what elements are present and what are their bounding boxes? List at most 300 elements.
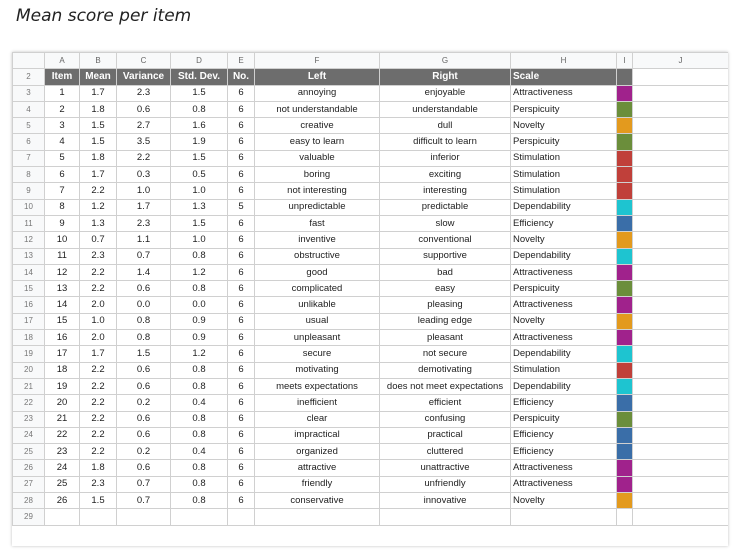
empty-cell[interactable] (633, 183, 729, 199)
cell-mean[interactable]: 2.2 (80, 427, 117, 443)
empty-cell[interactable] (511, 509, 617, 525)
cell-scale[interactable]: Attractiveness (511, 460, 617, 476)
cell-right[interactable]: practical (380, 427, 511, 443)
cell-mean[interactable]: 2.0 (80, 330, 117, 346)
cell-scale[interactable]: Efficiency (511, 395, 617, 411)
cell-right[interactable]: innovative (380, 493, 511, 509)
cell-scale[interactable]: Novelty (511, 493, 617, 509)
scale-color-swatch[interactable] (617, 346, 633, 362)
cell-no[interactable]: 6 (228, 248, 255, 264)
empty-cell[interactable] (45, 509, 80, 525)
scale-color-swatch[interactable] (617, 313, 633, 329)
cell-scale[interactable]: Novelty (511, 232, 617, 248)
row-number[interactable]: 18 (13, 330, 45, 346)
cell-left[interactable]: creative (255, 118, 380, 134)
cell-variance[interactable]: 1.4 (117, 264, 171, 280)
empty-cell[interactable] (633, 248, 729, 264)
row-number[interactable]: 26 (13, 460, 45, 476)
empty-cell[interactable] (380, 509, 511, 525)
cell-left[interactable]: complicated (255, 281, 380, 297)
cell-no[interactable]: 6 (228, 101, 255, 117)
scale-color-swatch[interactable] (617, 183, 633, 199)
cell-variance[interactable]: 1.7 (117, 199, 171, 215)
cell-item[interactable]: 13 (45, 281, 80, 297)
cell-left[interactable]: conservative (255, 493, 380, 509)
empty-cell[interactable] (633, 427, 729, 443)
cell-item[interactable]: 16 (45, 330, 80, 346)
empty-cell[interactable] (617, 509, 633, 525)
data-grid[interactable] (12, 52, 728, 526)
cell-std-dev[interactable]: 0.9 (171, 330, 228, 346)
empty-cell[interactable] (633, 330, 729, 346)
column-letter[interactable]: I (617, 53, 633, 69)
empty-cell[interactable] (117, 509, 171, 525)
cell-scale[interactable]: Attractiveness (511, 85, 617, 101)
cell-item[interactable]: 21 (45, 411, 80, 427)
cell-item[interactable]: 9 (45, 215, 80, 231)
row-number[interactable]: 25 (13, 444, 45, 460)
cell-left[interactable]: secure (255, 346, 380, 362)
cell-no[interactable]: 6 (228, 476, 255, 492)
scale-color-swatch[interactable] (617, 134, 633, 150)
cell-scale[interactable]: Attractiveness (511, 330, 617, 346)
cell-left[interactable]: obstructive (255, 248, 380, 264)
row-number[interactable]: 16 (13, 297, 45, 313)
cell-std-dev[interactable]: 0.8 (171, 101, 228, 117)
cell-item[interactable]: 11 (45, 248, 80, 264)
empty-cell[interactable] (633, 362, 729, 378)
column-letter[interactable]: C (117, 53, 171, 69)
cell-mean[interactable]: 1.0 (80, 313, 117, 329)
scale-color-swatch[interactable] (617, 330, 633, 346)
cell-scale[interactable]: Attractiveness (511, 264, 617, 280)
cell-right[interactable]: enjoyable (380, 85, 511, 101)
cell-right[interactable]: bad (380, 264, 511, 280)
header-left[interactable]: Left (255, 69, 380, 85)
cell-variance[interactable]: 0.2 (117, 395, 171, 411)
column-letter[interactable]: G (380, 53, 511, 69)
cell-mean[interactable]: 0.7 (80, 232, 117, 248)
cell-item[interactable]: 17 (45, 346, 80, 362)
cell-variance[interactable]: 0.7 (117, 248, 171, 264)
cell-scale[interactable]: Dependability (511, 199, 617, 215)
empty-cell[interactable] (633, 232, 729, 248)
scale-color-swatch[interactable] (617, 248, 633, 264)
cell-left[interactable]: inefficient (255, 395, 380, 411)
cell-std-dev[interactable]: 0.4 (171, 444, 228, 460)
cell-left[interactable]: good (255, 264, 380, 280)
cell-std-dev[interactable]: 1.5 (171, 85, 228, 101)
cell-no[interactable]: 6 (228, 460, 255, 476)
cell-mean[interactable]: 2.2 (80, 444, 117, 460)
cell-variance[interactable]: 0.0 (117, 297, 171, 313)
row-number[interactable]: 17 (13, 313, 45, 329)
cell-item[interactable]: 8 (45, 199, 80, 215)
cell-scale[interactable]: Attractiveness (511, 476, 617, 492)
cell-std-dev[interactable]: 0.8 (171, 378, 228, 394)
cell-mean[interactable]: 1.8 (80, 460, 117, 476)
cell-no[interactable]: 6 (228, 346, 255, 362)
cell-scale[interactable]: Novelty (511, 118, 617, 134)
scale-color-swatch[interactable] (617, 199, 633, 215)
cell-mean[interactable]: 2.2 (80, 281, 117, 297)
cell-no[interactable]: 6 (228, 444, 255, 460)
empty-cell[interactable] (228, 509, 255, 525)
scale-color-swatch[interactable] (617, 167, 633, 183)
cell-no[interactable]: 6 (228, 378, 255, 394)
cell-item[interactable]: 15 (45, 313, 80, 329)
cell-scale[interactable]: Stimulation (511, 362, 617, 378)
cell-std-dev[interactable]: 1.0 (171, 183, 228, 199)
cell-variance[interactable]: 1.0 (117, 183, 171, 199)
cell-variance[interactable]: 1.5 (117, 346, 171, 362)
scale-color-swatch[interactable] (617, 411, 633, 427)
cell-right[interactable]: understandable (380, 101, 511, 117)
cell-item[interactable]: 18 (45, 362, 80, 378)
empty-cell[interactable] (633, 493, 729, 509)
cell-no[interactable]: 6 (228, 493, 255, 509)
empty-cell[interactable] (633, 85, 729, 101)
cell-std-dev[interactable]: 1.0 (171, 232, 228, 248)
row-number[interactable]: 15 (13, 281, 45, 297)
cell-variance[interactable]: 2.7 (117, 118, 171, 134)
cell-variance[interactable]: 0.6 (117, 411, 171, 427)
row-number[interactable]: 27 (13, 476, 45, 492)
empty-cell[interactable] (633, 199, 729, 215)
cell-right[interactable]: difficult to learn (380, 134, 511, 150)
cell-scale[interactable]: Efficiency (511, 215, 617, 231)
cell-scale[interactable]: Perspicuity (511, 281, 617, 297)
spreadsheet[interactable] (12, 52, 728, 546)
cell-item[interactable]: 10 (45, 232, 80, 248)
cell-scale[interactable]: Stimulation (511, 167, 617, 183)
scale-color-swatch[interactable] (617, 101, 633, 117)
cell-left[interactable]: not understandable (255, 101, 380, 117)
cell-right[interactable]: dull (380, 118, 511, 134)
cell-right[interactable]: pleasing (380, 297, 511, 313)
cell-left[interactable]: inventive (255, 232, 380, 248)
cell-right[interactable]: exciting (380, 167, 511, 183)
header-variance[interactable]: Variance (117, 69, 171, 85)
cell-std-dev[interactable]: 1.5 (171, 215, 228, 231)
cell-scale[interactable]: Dependability (511, 248, 617, 264)
cell-mean[interactable]: 1.8 (80, 150, 117, 166)
cell-variance[interactable]: 3.5 (117, 134, 171, 150)
cell-scale[interactable]: Dependability (511, 346, 617, 362)
empty-cell[interactable] (633, 346, 729, 362)
header-no[interactable]: No. (228, 69, 255, 85)
cell-item[interactable]: 24 (45, 460, 80, 476)
cell-no[interactable]: 6 (228, 134, 255, 150)
row-number[interactable]: 21 (13, 378, 45, 394)
empty-cell[interactable] (633, 167, 729, 183)
cell-mean[interactable]: 1.5 (80, 134, 117, 150)
cell-std-dev[interactable]: 0.8 (171, 281, 228, 297)
row-number[interactable]: 14 (13, 264, 45, 280)
cell-std-dev[interactable]: 0.0 (171, 297, 228, 313)
cell-right[interactable]: conventional (380, 232, 511, 248)
cell-mean[interactable]: 2.2 (80, 264, 117, 280)
cell-std-dev[interactable]: 0.8 (171, 411, 228, 427)
cell-mean[interactable]: 2.3 (80, 476, 117, 492)
cell-right[interactable]: inferior (380, 150, 511, 166)
cell-variance[interactable]: 0.8 (117, 330, 171, 346)
cell-std-dev[interactable]: 0.8 (171, 476, 228, 492)
cell-right[interactable]: supportive (380, 248, 511, 264)
cell-left[interactable]: unpredictable (255, 199, 380, 215)
cell-mean[interactable]: 1.5 (80, 118, 117, 134)
cell-item[interactable]: 25 (45, 476, 80, 492)
row-number[interactable]: 7 (13, 150, 45, 166)
cell-mean[interactable]: 1.7 (80, 167, 117, 183)
cell-variance[interactable]: 0.7 (117, 493, 171, 509)
cell-variance[interactable]: 2.2 (117, 150, 171, 166)
empty-cell[interactable] (633, 118, 729, 134)
cell-item[interactable]: 6 (45, 167, 80, 183)
cell-left[interactable]: not interesting (255, 183, 380, 199)
cell-std-dev[interactable]: 0.8 (171, 427, 228, 443)
row-number[interactable]: 20 (13, 362, 45, 378)
cell-scale[interactable]: Stimulation (511, 183, 617, 199)
empty-cell[interactable] (633, 509, 729, 525)
cell-left[interactable]: unpleasant (255, 330, 380, 346)
cell-mean[interactable]: 1.7 (80, 346, 117, 362)
cell-variance[interactable]: 0.7 (117, 476, 171, 492)
cell-std-dev[interactable]: 0.9 (171, 313, 228, 329)
cell-left[interactable]: usual (255, 313, 380, 329)
cell-variance[interactable]: 0.2 (117, 444, 171, 460)
cell-right[interactable]: demotivating (380, 362, 511, 378)
cell-scale[interactable]: Efficiency (511, 427, 617, 443)
cell-variance[interactable]: 2.3 (117, 85, 171, 101)
cell-std-dev[interactable]: 0.8 (171, 248, 228, 264)
cell-no[interactable]: 6 (228, 232, 255, 248)
row-number[interactable]: 19 (13, 346, 45, 362)
scale-color-swatch[interactable] (617, 378, 633, 394)
cell-mean[interactable]: 1.7 (80, 85, 117, 101)
scale-color-swatch[interactable] (617, 493, 633, 509)
empty-cell[interactable] (633, 101, 729, 117)
cell-item[interactable]: 12 (45, 264, 80, 280)
scale-color-swatch[interactable] (617, 232, 633, 248)
cell-mean[interactable]: 1.8 (80, 101, 117, 117)
cell-no[interactable]: 6 (228, 150, 255, 166)
empty-cell[interactable] (633, 215, 729, 231)
row-number[interactable]: 9 (13, 183, 45, 199)
cell-left[interactable]: friendly (255, 476, 380, 492)
cell-left[interactable]: clear (255, 411, 380, 427)
scale-color-swatch[interactable] (617, 444, 633, 460)
cell-left[interactable]: fast (255, 215, 380, 231)
cell-left[interactable]: attractive (255, 460, 380, 476)
empty-cell[interactable] (80, 509, 117, 525)
cell-no[interactable]: 6 (228, 427, 255, 443)
row-number[interactable]: 22 (13, 395, 45, 411)
cell-mean[interactable]: 2.3 (80, 248, 117, 264)
cell-item[interactable]: 23 (45, 444, 80, 460)
empty-cell[interactable] (633, 297, 729, 313)
column-letter[interactable]: A (45, 53, 80, 69)
empty-cell[interactable] (171, 509, 228, 525)
cell-right[interactable]: easy (380, 281, 511, 297)
empty-cell[interactable] (633, 69, 729, 85)
cell-scale[interactable]: Novelty (511, 313, 617, 329)
row-number[interactable]: 10 (13, 199, 45, 215)
scale-color-swatch[interactable] (617, 281, 633, 297)
cell-left[interactable]: annoying (255, 85, 380, 101)
cell-scale[interactable]: Perspicuity (511, 134, 617, 150)
cell-right[interactable]: unattractive (380, 460, 511, 476)
row-number[interactable]: 5 (13, 118, 45, 134)
cell-no[interactable]: 6 (228, 313, 255, 329)
header-mean[interactable]: Mean (80, 69, 117, 85)
scale-color-swatch[interactable] (617, 476, 633, 492)
cell-item[interactable]: 26 (45, 493, 80, 509)
cell-item[interactable]: 19 (45, 378, 80, 394)
scale-color-swatch[interactable] (617, 427, 633, 443)
cell-right[interactable]: does not meet expectations (380, 378, 511, 394)
row-number[interactable]: 2 (13, 69, 45, 85)
scale-color-swatch[interactable] (617, 215, 633, 231)
cell-right[interactable]: cluttered (380, 444, 511, 460)
empty-cell[interactable] (633, 444, 729, 460)
cell-variance[interactable]: 0.3 (117, 167, 171, 183)
row-number[interactable]: 13 (13, 248, 45, 264)
cell-mean[interactable]: 2.0 (80, 297, 117, 313)
cell-scale[interactable]: Perspicuity (511, 101, 617, 117)
scale-color-swatch[interactable] (617, 150, 633, 166)
cell-right[interactable]: confusing (380, 411, 511, 427)
column-letter[interactable]: D (171, 53, 228, 69)
cell-variance[interactable]: 0.6 (117, 460, 171, 476)
cell-right[interactable]: pleasant (380, 330, 511, 346)
cell-no[interactable]: 6 (228, 264, 255, 280)
cell-no[interactable]: 6 (228, 297, 255, 313)
scale-color-swatch[interactable] (617, 264, 633, 280)
empty-cell[interactable] (633, 460, 729, 476)
column-letter[interactable]: B (80, 53, 117, 69)
cell-left[interactable]: motivating (255, 362, 380, 378)
cell-no[interactable]: 6 (228, 215, 255, 231)
cell-variance[interactable]: 2.3 (117, 215, 171, 231)
cell-variance[interactable]: 0.6 (117, 101, 171, 117)
cell-right[interactable]: predictable (380, 199, 511, 215)
column-letter[interactable]: J (633, 53, 729, 69)
corner-cell[interactable] (13, 53, 45, 69)
cell-item[interactable]: 4 (45, 134, 80, 150)
cell-no[interactable]: 6 (228, 411, 255, 427)
cell-scale[interactable]: Dependability (511, 378, 617, 394)
cell-left[interactable]: easy to learn (255, 134, 380, 150)
column-letter[interactable]: H (511, 53, 617, 69)
cell-std-dev[interactable]: 0.8 (171, 460, 228, 476)
cell-std-dev[interactable]: 0.4 (171, 395, 228, 411)
cell-no[interactable]: 6 (228, 167, 255, 183)
cell-scale[interactable]: Stimulation (511, 150, 617, 166)
empty-cell[interactable] (633, 378, 729, 394)
cell-no[interactable]: 5 (228, 199, 255, 215)
cell-no[interactable]: 6 (228, 395, 255, 411)
scale-color-swatch[interactable] (617, 395, 633, 411)
cell-std-dev[interactable]: 0.5 (171, 167, 228, 183)
row-number[interactable]: 11 (13, 215, 45, 231)
row-number[interactable]: 29 (13, 509, 45, 525)
cell-mean[interactable]: 1.3 (80, 215, 117, 231)
cell-std-dev[interactable]: 0.8 (171, 362, 228, 378)
cell-no[interactable]: 6 (228, 118, 255, 134)
cell-left[interactable]: valuable (255, 150, 380, 166)
row-number[interactable]: 24 (13, 427, 45, 443)
cell-right[interactable]: leading edge (380, 313, 511, 329)
cell-item[interactable]: 1 (45, 85, 80, 101)
empty-cell[interactable] (633, 134, 729, 150)
header-item[interactable]: Item (45, 69, 80, 85)
cell-item[interactable]: 5 (45, 150, 80, 166)
cell-scale[interactable]: Perspicuity (511, 411, 617, 427)
cell-mean[interactable]: 2.2 (80, 183, 117, 199)
cell-mean[interactable]: 2.2 (80, 362, 117, 378)
cell-item[interactable]: 14 (45, 297, 80, 313)
cell-no[interactable]: 6 (228, 85, 255, 101)
cell-right[interactable]: unfriendly (380, 476, 511, 492)
empty-cell[interactable] (633, 150, 729, 166)
cell-std-dev[interactable]: 1.6 (171, 118, 228, 134)
cell-variance[interactable]: 1.1 (117, 232, 171, 248)
cell-left[interactable]: meets expectations (255, 378, 380, 394)
cell-left[interactable]: impractical (255, 427, 380, 443)
empty-cell[interactable] (633, 411, 729, 427)
row-number[interactable]: 3 (13, 85, 45, 101)
cell-mean[interactable]: 2.2 (80, 411, 117, 427)
cell-std-dev[interactable]: 1.9 (171, 134, 228, 150)
cell-no[interactable]: 6 (228, 183, 255, 199)
header-right[interactable]: Right (380, 69, 511, 85)
cell-scale[interactable]: Attractiveness (511, 297, 617, 313)
cell-right[interactable]: interesting (380, 183, 511, 199)
cell-no[interactable]: 6 (228, 281, 255, 297)
cell-no[interactable]: 6 (228, 330, 255, 346)
cell-mean[interactable]: 2.2 (80, 378, 117, 394)
empty-cell[interactable] (633, 476, 729, 492)
cell-right[interactable]: slow (380, 215, 511, 231)
cell-variance[interactable]: 0.6 (117, 281, 171, 297)
cell-std-dev[interactable]: 1.2 (171, 346, 228, 362)
cell-item[interactable]: 3 (45, 118, 80, 134)
empty-cell[interactable] (633, 313, 729, 329)
row-number[interactable]: 23 (13, 411, 45, 427)
cell-item[interactable]: 7 (45, 183, 80, 199)
scale-color-swatch[interactable] (617, 297, 633, 313)
empty-cell[interactable] (633, 281, 729, 297)
column-letter[interactable]: E (228, 53, 255, 69)
cell-variance[interactable]: 0.6 (117, 427, 171, 443)
cell-no[interactable]: 6 (228, 362, 255, 378)
cell-left[interactable]: boring (255, 167, 380, 183)
cell-scale[interactable]: Efficiency (511, 444, 617, 460)
empty-cell[interactable] (633, 264, 729, 280)
cell-variance[interactable]: 0.6 (117, 378, 171, 394)
cell-item[interactable]: 2 (45, 101, 80, 117)
row-number[interactable]: 28 (13, 493, 45, 509)
scale-color-swatch[interactable] (617, 118, 633, 134)
header-color[interactable] (617, 69, 633, 85)
row-number[interactable]: 4 (13, 101, 45, 117)
cell-mean[interactable]: 1.5 (80, 493, 117, 509)
cell-variance[interactable]: 0.8 (117, 313, 171, 329)
cell-std-dev[interactable]: 1.5 (171, 150, 228, 166)
column-letter[interactable]: F (255, 53, 380, 69)
cell-left[interactable]: organized (255, 444, 380, 460)
